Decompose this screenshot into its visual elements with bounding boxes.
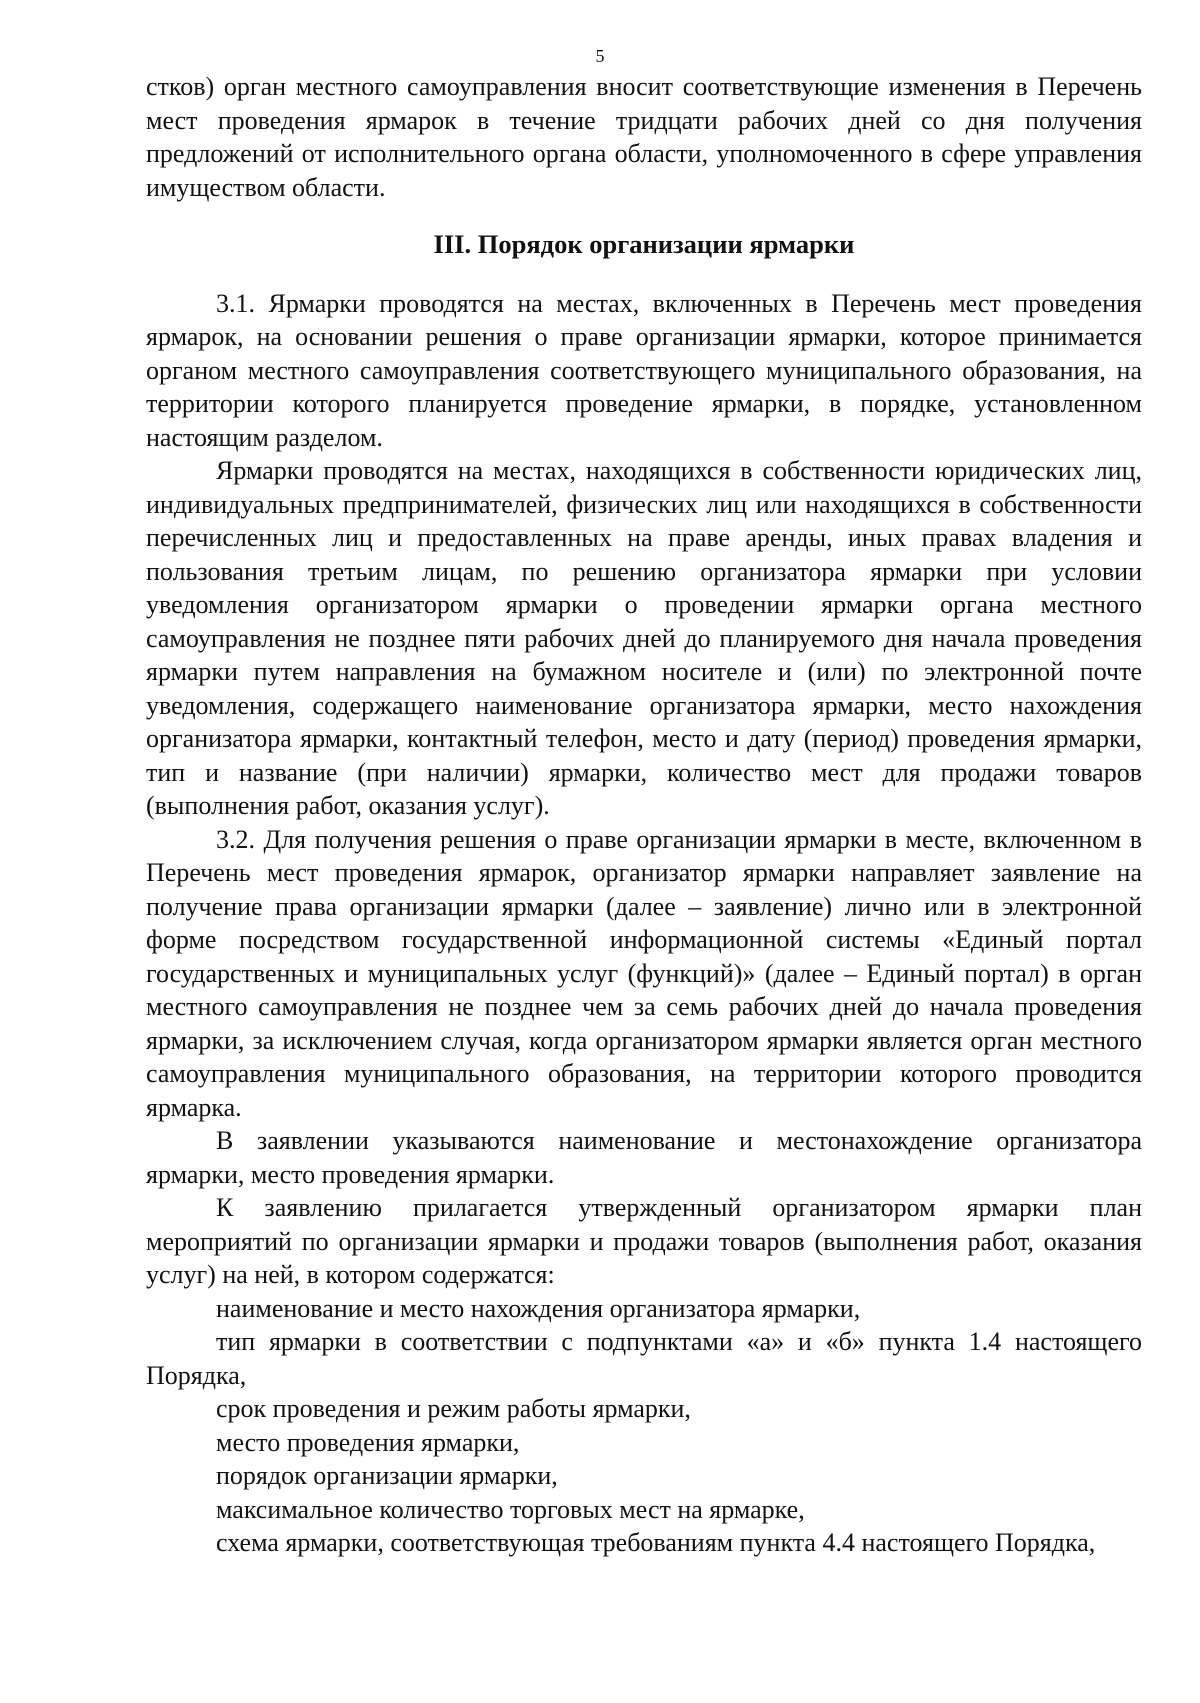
paragraph-3-2: 3.2. Для получения решения о праве организации ярмарки в месте, включенном в Перечень мест проведения ярмарок, организатор ярмарки направляет заявление на получение права организации ярмарки (далее – заявление) лично или в электронной форме посредством государственной информационной системы «Единый портал государственных и муниципальных услуг (функций)» (далее – Единый портал) в орган местного самоуправления не позднее чем за семь рабочих дней до начала проведения ярмарки, за исключением случая, когда организатором ярмарки является орган местного самоуправления муниципального образования, на территории которого проводится ярмарка. <box>146 824 1142 1122</box>
list-item: наименование и место нахождения организатора ярмарки, <box>216 1293 861 1323</box>
continuation-paragraph: стков) орган местного самоуправления вносит соответствующие изменения в Перечень мест проведения ярмарок в течение тридцати рабочих дней со дня получения предложений от исполнительного органа области, уполномоченного в сфере управления имуществом области. <box>146 72 1142 202</box>
paragraph-fair-locations: Ярмарки проводятся на местах, находящихся в собственности юридических лиц, индивидуальных предпринимателей, физических лиц или находящихся в собственности перечисленных лиц и предоставленных на праве аренды, иных правах владения и пользования третьим лицам, по решению организатора ярмарки при условии уведомления организатором ярмарки о проведении ярмарки органа местного самоуправления не позднее пяти рабочих дней до планируемого дня начала проведения ярмарки путем направления на бумажном носителе и (или) по электронной почте уведомления, содержащего наименование организатора ярмарки, место нахождения организатора ярмарки, контактный телефон, место и дату (период) проведения ярмарки, тип и название (при наличии) ярмарки, количество мест для продажи товаров (выполнения работ, оказания услуг). <box>146 456 1142 820</box>
list-item: срок проведения и режим работы ярмарки, <box>216 1394 691 1423</box>
paragraph-3-1: 3.1. Ярмарки проводятся на местах, включенных в Перечень мест проведения ярмарок, на основании решения о праве организации ярмарки, которое принимается органом местного самоуправления соответствующего муниципального образования, на территории которого планируется проведение ярмарки, в порядке, установленном настоящим разделом. <box>146 288 1142 452</box>
document-body <box>146 70 1142 1560</box>
list-item: место проведения ярмарки, <box>216 1427 520 1457</box>
list-item: тип ярмарки в соответствии с подпунктами «а» и «б» пункта 1.4 настоящего Порядка, <box>146 1327 1142 1390</box>
paragraph-application-contents: В заявлении указываются наименование и местонахождение организатора ярмарки, место проведения ярмарки. <box>146 1126 1142 1189</box>
list-item: максимальное количество торговых мест на ярмарке, <box>216 1494 805 1524</box>
list-item: порядок организации ярмарки, <box>216 1461 558 1490</box>
page-number: 5 <box>595 46 605 66</box>
paragraph-application-attachments: К заявлению прилагается утвержденный организатором ярмарки план мероприятий по организации ярмарки и продажи товаров (выполнения работ, оказания услуг) на ней, в котором содержатся: <box>146 1193 1142 1289</box>
list-item: схема ярмарки, соответствующая требованиям пункта 4.4 настоящего Порядка, <box>216 1528 1096 1557</box>
section-heading: III. Порядок организации ярмарки <box>433 229 855 259</box>
